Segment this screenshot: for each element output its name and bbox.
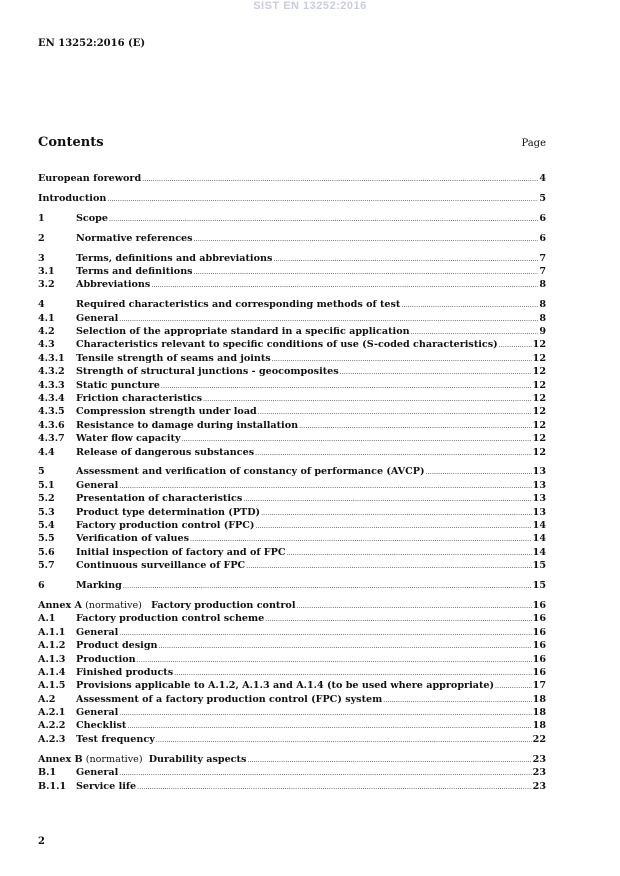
toc-entry[interactable] [38, 580, 546, 593]
toc-entry[interactable] [38, 493, 546, 506]
toc-entry-page: 7 [539, 265, 546, 277]
toc-entry[interactable] [38, 627, 546, 640]
dot-leader [383, 697, 531, 704]
toc-entry-page: 7 [539, 252, 546, 264]
toc-entry-title: Characteristics relevant to specific conditions of use (S-coded characteristics) [76, 339, 498, 351]
toc-entry-title: Assessment of a factory production control (FPC) system [76, 693, 383, 705]
dot-leader [142, 176, 538, 183]
toc-entry-title: Static puncture [76, 379, 160, 391]
dot-leader [137, 784, 532, 791]
dot-leader [243, 496, 531, 503]
toc-entry-title: Checklist [76, 720, 127, 732]
toc-entry-number: 4.1 [38, 312, 55, 324]
toc-entry-page: 12 [532, 339, 546, 351]
toc-entry-number: 4.3.4 [38, 392, 65, 404]
toc-entry-page: 23 [532, 780, 546, 792]
toc-entry-page: 12 [532, 406, 546, 418]
toc-entry-title: Finished products [76, 666, 174, 678]
toc-entry-number: 5 [38, 466, 45, 478]
toc-entry[interactable] [38, 520, 546, 533]
dot-leader [174, 670, 532, 677]
toc-entry-number: 3 [38, 252, 45, 264]
toc-entry-page: 16 [532, 599, 546, 611]
toc-entry[interactable] [38, 781, 546, 794]
dot-leader [194, 236, 539, 243]
toc-entry-title [38, 754, 246, 765]
toc-entry-title: Terms and definitions [76, 265, 193, 277]
toc-entry-page: 8 [539, 279, 546, 291]
toc-entry-title: Verification of values [76, 533, 189, 545]
dot-leader [426, 469, 532, 476]
dot-leader [296, 603, 531, 610]
toc-entry[interactable] [38, 507, 546, 520]
toc-entry-page: 13 [532, 479, 546, 491]
toc-entry[interactable] [38, 353, 546, 366]
dot-leader [258, 409, 532, 416]
toc-entry[interactable] [38, 213, 546, 226]
toc-entry-number: A.1.2 [38, 640, 66, 652]
toc-entry[interactable] [38, 600, 546, 613]
dot-leader [203, 396, 532, 403]
dot-leader [273, 256, 538, 263]
toc-entry-number: 4.3.2 [38, 366, 65, 378]
dot-leader [411, 329, 539, 336]
toc-entry[interactable] [38, 420, 546, 433]
dot-leader [109, 216, 538, 223]
dot-leader [401, 302, 538, 309]
toc-entry[interactable] [38, 680, 546, 693]
toc-entry[interactable] [38, 754, 546, 767]
toc-entry[interactable] [38, 694, 546, 707]
toc-entry-number: 2 [38, 232, 45, 244]
toc-entry-number: 3.2 [38, 279, 55, 291]
toc-entry[interactable] [38, 560, 546, 573]
dot-leader [159, 643, 532, 650]
toc-entry[interactable] [38, 313, 546, 326]
toc-entry[interactable] [38, 380, 546, 393]
toc-entry-title: General [76, 626, 119, 638]
annex-normative-label: (normative) [82, 599, 152, 611]
toc-entry-page: 14 [532, 519, 546, 531]
dot-leader [255, 450, 532, 457]
dot-leader [265, 616, 531, 623]
toc-entry-page: 8 [539, 312, 546, 324]
toc-entry-title: Factory production control scheme [76, 613, 265, 625]
toc-entry-page: 6 [539, 232, 546, 244]
page-column-label: Page [521, 138, 546, 149]
toc-entry[interactable] [38, 447, 546, 460]
toc-entry-page: 13 [532, 493, 546, 505]
toc-entry[interactable] [38, 299, 546, 312]
toc-entry[interactable] [38, 533, 546, 546]
toc-entry-title: Introduction [38, 192, 107, 204]
toc-entry-title: Product type determination (PTD) [76, 506, 261, 518]
annex-normative-label: (normative) [82, 753, 149, 765]
toc-entry-number: A.1.4 [38, 666, 66, 678]
toc-entry-number: 5.3 [38, 506, 55, 518]
dot-leader [123, 583, 532, 590]
toc-entry-number: 5.2 [38, 493, 55, 505]
toc-entry-page: 12 [532, 366, 546, 378]
toc-entry-number: 4.3 [38, 339, 55, 351]
dot-leader [137, 657, 532, 664]
toc-entry[interactable] [38, 667, 546, 680]
dot-leader [255, 523, 531, 530]
dot-leader [190, 536, 532, 543]
toc-entry-number: 5.1 [38, 479, 55, 491]
toc-entry[interactable] [38, 406, 546, 419]
toc-entry-title: Normative references [76, 232, 193, 244]
toc-entry-number: 5.7 [38, 560, 55, 572]
annex-label: Annex B [38, 753, 83, 765]
annex-label: Annex A [38, 599, 83, 611]
toc-entry-number: 4.3.1 [38, 352, 65, 364]
toc-entry[interactable] [38, 233, 546, 246]
toc-entry-number: 3.1 [38, 265, 55, 277]
toc-entry-title: Product design [76, 640, 158, 652]
toc-entry[interactable] [38, 339, 546, 352]
dot-leader [119, 710, 531, 717]
dot-leader [119, 770, 531, 777]
toc-entry[interactable] [38, 480, 546, 493]
dot-leader [161, 383, 532, 390]
toc-entry-title: Scope [76, 212, 108, 224]
toc-entry-number: 5.4 [38, 519, 55, 531]
toc-entry-page: 15 [532, 560, 546, 572]
dot-leader [495, 683, 532, 690]
toc-entry-number: A.2 [38, 693, 56, 705]
toc-entry-title: Presentation of characteristics [76, 493, 243, 505]
dot-leader [286, 550, 531, 557]
dot-leader [107, 196, 538, 203]
table-of-contents [38, 173, 546, 794]
toc-entry-number: A.2.3 [38, 733, 66, 745]
toc-entry-number: 1 [38, 212, 45, 224]
toc-entry[interactable] [38, 707, 546, 720]
toc-entry[interactable] [38, 720, 546, 733]
toc-entry-page: 17 [532, 680, 546, 692]
dot-leader [119, 316, 538, 323]
toc-entry[interactable] [38, 734, 546, 747]
toc-entry-number: A.1.5 [38, 680, 66, 692]
toc-entry-number: A.1.3 [38, 653, 66, 665]
dot-leader [182, 436, 532, 443]
toc-entry-page: 4 [539, 173, 546, 184]
toc-entry-page: 14 [532, 546, 546, 558]
toc-entry-page: 9 [539, 326, 546, 338]
toc-entry-number: B.1 [38, 767, 57, 779]
toc-entry-page: 18 [532, 707, 546, 719]
toc-entry-number: 5.6 [38, 546, 55, 558]
toc-entry-title: Provisions applicable to A.1.2, A.1.3 and A.1.4 (to be used where appropriate) [76, 680, 495, 692]
toc-entry-page: 12 [532, 433, 546, 445]
toc-entry-title: Friction characteristics [76, 392, 203, 404]
toc-entry[interactable] [38, 654, 546, 667]
toc-entry-title: Release of dangerous substances [76, 446, 255, 458]
toc-entry-page: 16 [532, 666, 546, 678]
dot-leader [340, 369, 532, 376]
toc-entry-title: General [76, 767, 119, 779]
toc-entry-page: 13 [532, 506, 546, 518]
dot-leader [272, 356, 532, 363]
toc-entry-title: Production [76, 653, 136, 665]
toc-entry[interactable] [38, 279, 546, 292]
toc-entry-title [38, 600, 295, 611]
toc-entry[interactable] [38, 253, 546, 266]
annex-title: Factory production control [151, 599, 296, 611]
toc-entry-page: 16 [532, 640, 546, 652]
dot-leader [151, 282, 538, 289]
toc-entry-number: A.2.1 [38, 707, 66, 719]
toc-entry-title: General [76, 479, 119, 491]
toc-entry[interactable] [38, 640, 546, 653]
dot-leader [246, 563, 531, 570]
toc-entry-page: 18 [532, 720, 546, 732]
toc-entry-title: Selection of the appropriate standard in a specific application [76, 326, 410, 338]
toc-entry-title: Required characteristics and corresponding methods of test [76, 299, 401, 311]
toc-entry-number: 4.3.3 [38, 379, 65, 391]
toc-entry-page: 8 [539, 299, 546, 311]
toc-entry-number: A.1 [38, 613, 56, 625]
toc-entry-page: 15 [532, 580, 546, 592]
toc-entry-page: 14 [532, 533, 546, 545]
toc-entry-page: 23 [532, 767, 546, 779]
toc-entry-title: Terms, definitions and abbreviations [76, 252, 273, 264]
dot-leader [261, 510, 532, 517]
watermark: SIST EN 13252:2016 [253, 0, 367, 12]
toc-entry-title: Assessment and verification of constancy of performance (AVCP) [76, 466, 425, 478]
toc-entry[interactable] [38, 433, 546, 446]
dot-leader [499, 342, 532, 349]
toc-entry-title: Test frequency [76, 733, 155, 745]
toc-entry[interactable] [38, 547, 546, 560]
toc-entry-page: 12 [532, 352, 546, 364]
dot-leader [299, 423, 532, 430]
toc-entry-title: General [76, 312, 119, 324]
page-number: 2 [38, 836, 45, 847]
toc-entry-page: 12 [532, 379, 546, 391]
dot-leader [156, 737, 532, 744]
toc-entry-page: 6 [539, 212, 546, 224]
toc-entry-title: Resistance to damage during installation [76, 419, 299, 431]
dot-leader [119, 483, 531, 490]
toc-entry-title: Tensile strength of seams and joints [76, 352, 271, 364]
toc-entry-page: 5 [539, 192, 546, 204]
toc-entry-page: 22 [532, 733, 546, 745]
toc-entry-title: General [76, 707, 119, 719]
toc-entry-number: A.1.1 [38, 626, 66, 638]
toc-entry-number: 5.5 [38, 533, 55, 545]
toc-entry-title: Strength of structural junctions - geocomposites [76, 366, 339, 378]
toc-entry-page: 23 [532, 753, 546, 765]
toc-entry[interactable] [38, 613, 546, 626]
toc-entry-number: 4.4 [38, 446, 55, 458]
toc-entry-number: 4.3.6 [38, 419, 65, 431]
toc-entry[interactable] [38, 326, 546, 339]
toc-entry-page: 18 [532, 693, 546, 705]
toc-entry[interactable] [38, 173, 546, 186]
toc-entry-page: 16 [532, 626, 546, 638]
toc-entry[interactable] [38, 266, 546, 279]
dot-leader [119, 630, 531, 637]
toc-entry-number: 4 [38, 299, 45, 311]
toc-entry-title: Factory production control (FPC) [76, 519, 255, 531]
toc-entry-page: 16 [532, 613, 546, 625]
document-id: EN 13252:2016 (E) [38, 38, 146, 49]
toc-entry-number: 4.3.5 [38, 406, 65, 418]
toc-entry-page: 12 [532, 446, 546, 458]
toc-entry[interactable] [38, 466, 546, 479]
toc-entry-title: Service life [76, 780, 137, 792]
toc-entry-number: B.1.1 [38, 780, 67, 792]
toc-entry[interactable] [38, 366, 546, 379]
dot-leader [247, 757, 531, 764]
toc-entry-title: European foreword [38, 173, 142, 184]
toc-entry-title: Continuous surveillance of FPC [76, 560, 246, 572]
toc-entry-title: Initial inspection of factory and of FPC [76, 546, 286, 558]
toc-entry-number: 4.3.7 [38, 433, 65, 445]
dot-leader [127, 723, 531, 730]
toc-entry-page: 12 [532, 419, 546, 431]
contents-heading: Contents [38, 135, 104, 150]
toc-entry-title: Water flow capacity [76, 433, 181, 445]
toc-entry[interactable] [38, 193, 546, 206]
toc-entry-page: 13 [532, 466, 546, 478]
toc-entry-title: Compression strength under load [76, 406, 257, 418]
toc-entry-number: 6 [38, 580, 45, 592]
toc-entry-number: A.2.2 [38, 720, 66, 732]
toc-entry[interactable] [38, 393, 546, 406]
annex-title: Durability aspects [148, 753, 247, 765]
dot-leader [194, 269, 539, 276]
toc-entry-title: Marking [76, 580, 122, 592]
toc-entry-page: 12 [532, 392, 546, 404]
toc-entry-number: 4.2 [38, 326, 55, 338]
toc-entry-page: 16 [532, 653, 546, 665]
toc-entry[interactable] [38, 767, 546, 780]
toc-entry-title: Abbreviations [76, 279, 151, 291]
